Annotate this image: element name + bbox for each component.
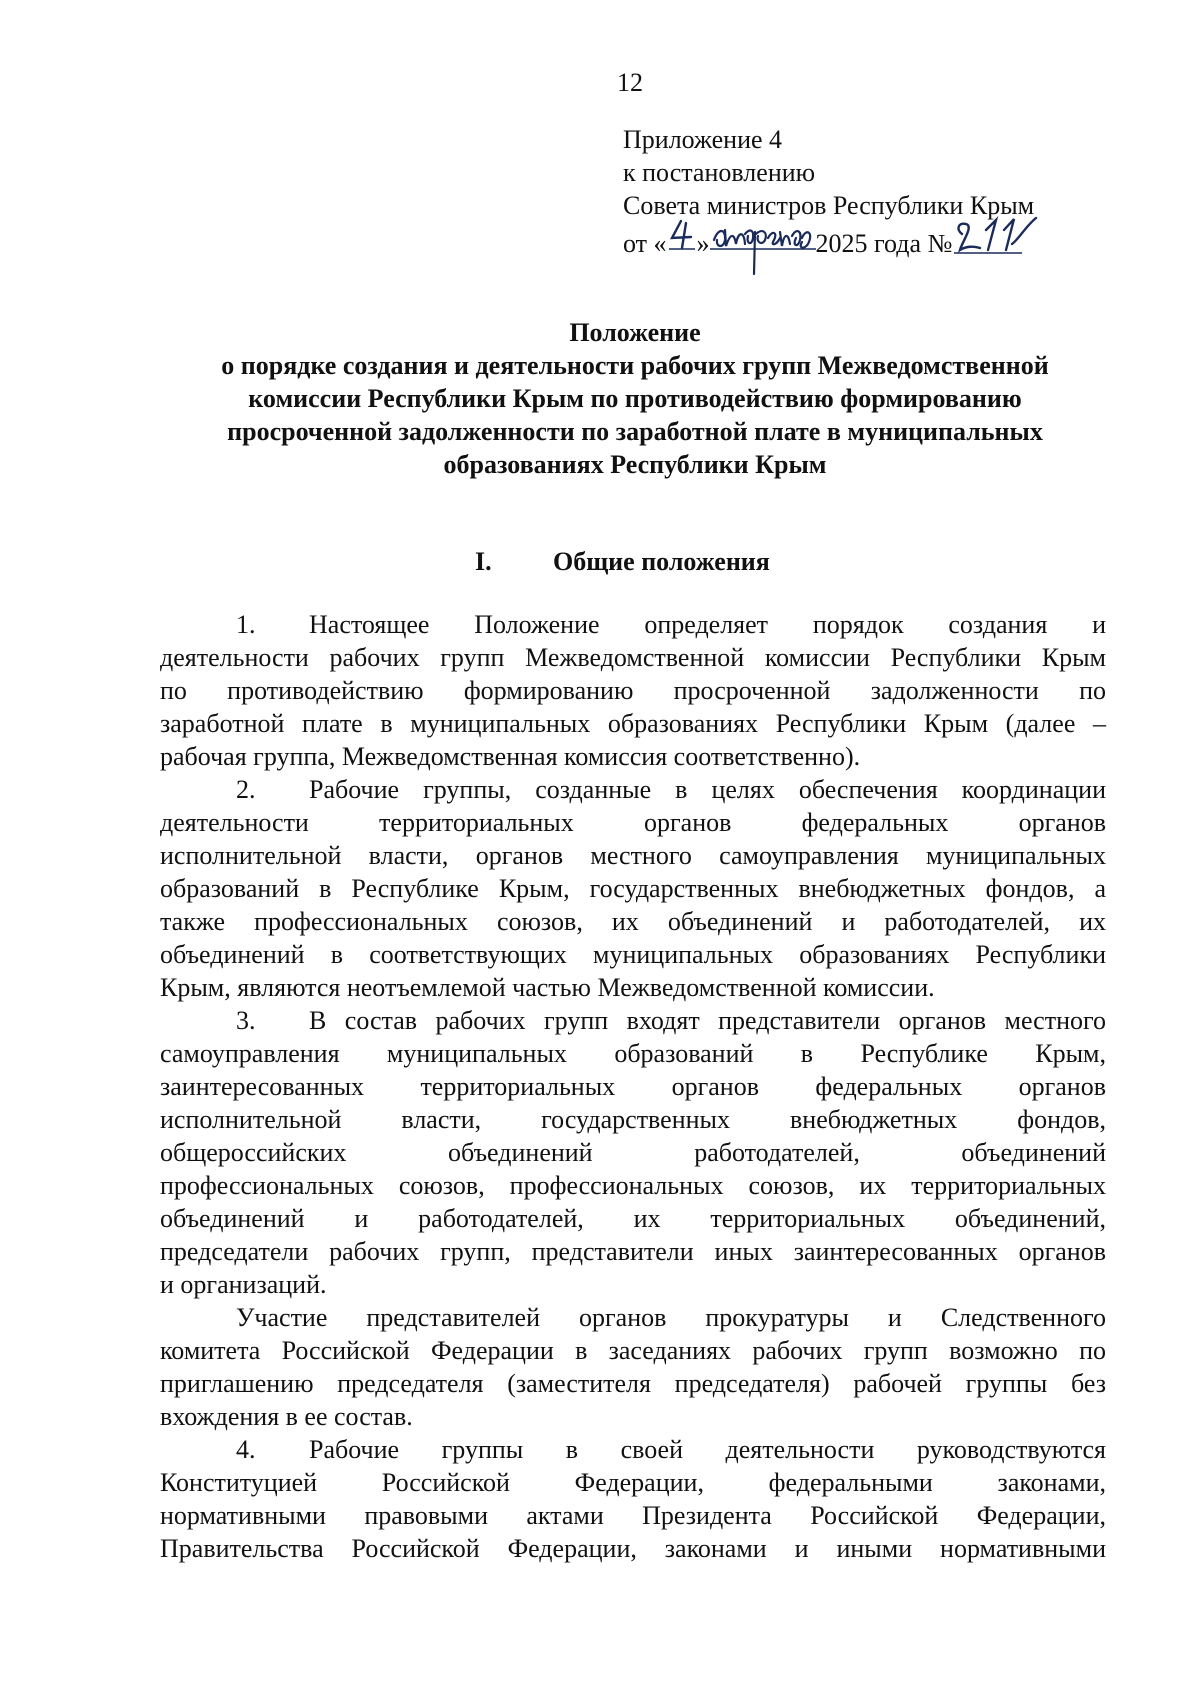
- paragraph-3-continued: [160, 1301, 1106, 1433]
- paragraph-line: 3. В состав рабочих групп входят представители органов местного: [236, 1006, 1106, 1035]
- date-prefix: от «: [623, 229, 667, 258]
- document-title: [160, 316, 1110, 481]
- section-heading: [475, 545, 770, 578]
- appendix-line-1: Приложение 4: [623, 125, 783, 154]
- paragraph-line: профессиональных союзов, профессиональных союзов, их территориальных: [160, 1171, 1106, 1200]
- document-body: [160, 608, 1106, 1565]
- paragraph-line: объединений в соответствующих муниципальных образованиях Республики: [160, 940, 1106, 969]
- section-title: Общие положения: [553, 547, 770, 576]
- appendix-line-2: к постановлению: [623, 158, 816, 187]
- paragraph-line: заинтересованных территориальных органов федеральных органов: [160, 1072, 1106, 1101]
- paragraph-line: общероссийских объединений работодателей, объединений: [160, 1138, 1106, 1167]
- paragraph-line: также профессиональных союзов, их объединений и работодателей, их: [160, 907, 1106, 936]
- paragraph-line: приглашению председателя (заместителя председателя) рабочей группы без: [160, 1369, 1106, 1398]
- appendix-date-line: [623, 222, 1063, 260]
- title-line-1: Положение: [569, 318, 701, 347]
- appendix-header: [623, 123, 1063, 260]
- paragraph-line: исполнительной власти, органов местного самоуправления муниципальных: [160, 841, 1106, 870]
- paragraph-line: 1. Настоящее Положение определяет порядок создания и: [236, 610, 1106, 639]
- section-number: I.: [475, 547, 492, 576]
- appendix-line-3: Совета министров Республики Крым: [623, 191, 1035, 220]
- paragraph-line: деятельности территориальных органов федеральных органов: [160, 808, 1106, 837]
- paragraph-line: Крым, являются неотъемлемой частью Межведомственной комиссии.: [160, 973, 935, 1002]
- handwritten-number: [952, 222, 1038, 252]
- date-quote-close: »: [696, 229, 710, 258]
- handwritten-month: [710, 222, 816, 252]
- paragraph-number: 1.: [236, 610, 256, 639]
- paragraph-line: исполнительной власти, государственных внебюджетных фондов,: [160, 1105, 1106, 1134]
- paragraph-line: и организаций.: [160, 1270, 327, 1299]
- paragraph-line: рабочая группа, Межведомственная комиссия соответственно).: [160, 742, 861, 771]
- paragraph-1: [160, 608, 1106, 773]
- paragraph-line: председатели рабочих групп, представители иных заинтересованных органов: [160, 1237, 1106, 1266]
- paragraph-3: [160, 1004, 1106, 1301]
- date-year-text: 2025 года №: [815, 229, 953, 258]
- paragraph-line: комитета Российской Федерации в заседаниях рабочих групп возможно по: [160, 1336, 1106, 1365]
- paragraph-2: [160, 773, 1106, 1004]
- title-line-3: комиссии Республики Крым по противодействию формированию: [248, 384, 1022, 413]
- paragraph-line: заработной плате в муниципальных образованиях Республики Крым (далее –: [160, 709, 1106, 738]
- paragraph-line: 4. Рабочие группы в своей деятельности руководствуются: [236, 1435, 1106, 1464]
- paragraph-line: вхождения в ее состав.: [160, 1402, 413, 1431]
- paragraph-line: Конституцией Российской Федерации, федеральными законами,: [160, 1468, 1106, 1497]
- title-line-2: о порядке создания и деятельности рабочих групп Межведомственной: [221, 351, 1049, 380]
- paragraph-line: 2. Рабочие группы, созданные в целях обеспечения координации: [236, 775, 1106, 804]
- title-line-5: образованиях Республики Крым: [443, 450, 827, 479]
- paragraph-line: нормативными правовыми актами Президента Российской Федерации,: [160, 1501, 1106, 1530]
- paragraph-line: по противодействию формированию просроченной задолженности по: [160, 676, 1106, 705]
- paragraph-number: 4.: [236, 1435, 256, 1464]
- paragraph-line: образований в Республике Крым, государственных внебюджетных фондов, а: [160, 874, 1106, 903]
- paragraph-4: [160, 1433, 1106, 1565]
- paragraph-line: объединений и работодателей, их территориальных объединений,: [160, 1204, 1106, 1233]
- handwritten-day: [667, 222, 697, 252]
- paragraph-line: Правительства Российской Федерации, законами и иными нормативными: [160, 1534, 1106, 1563]
- paragraph-line: самоуправления муниципальных образований в Республике Крым,: [160, 1039, 1106, 1068]
- paragraph-number: 2.: [236, 775, 256, 804]
- paragraph-line: деятельности рабочих групп Межведомственной комиссии Республики Крым: [160, 643, 1106, 672]
- page-number: 12: [617, 68, 643, 97]
- paragraph-number: 3.: [236, 1006, 256, 1035]
- title-line-4: просроченной задолженности по заработной плате в муниципальных: [227, 417, 1043, 446]
- paragraph-line: Участие представителей органов прокуратуры и Следственного: [236, 1303, 1106, 1332]
